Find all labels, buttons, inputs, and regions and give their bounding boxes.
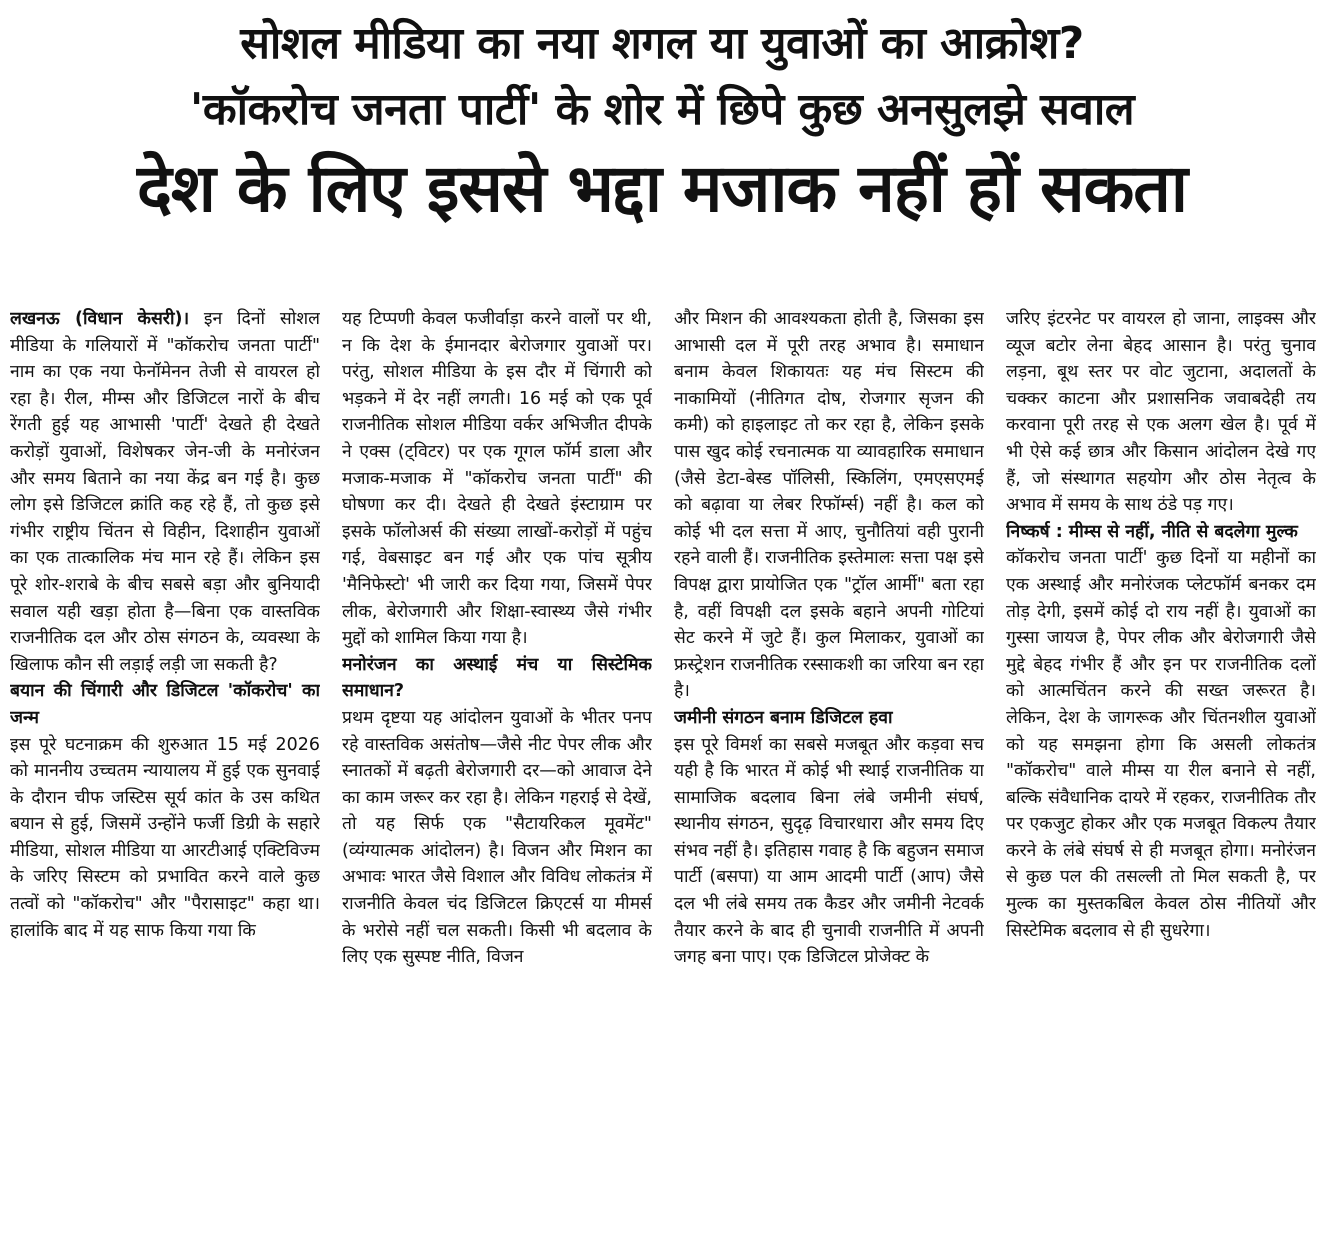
article-column-2 xyxy=(342,306,652,1242)
article-paragraph: कॉकरोच जनता पार्टी' कुछ दिनों या महीनों का एक अस्थाई और मनोरंजक प्लेटफॉर्म बनकर दम तोड़ देगी, इसमें कोई दो राय नहीं है। युवाओं का गुस्सा जायज है, पेपर लीक और बेरोजगारी जैसे मुद्दे बेहद गंभीर हैं और इन पर राजनीतिक दलों को आत्मचिंतन करने की सख्त जरूरत है। लेकिन, देश के जागरूक और चिंतनशील युवाओं को यह समझना होगा कि असली लोकतंत्र "कॉकरोच" वाले मीम्स या रील बनाने से नहीं, बल्कि संवैधानिक दायरे में रहकर, राजनीतिक तौर पर एकजुट होकर और एक मजबूत विकल्प तैयार करने के लंबे संघर्ष से ही मजबूत होगा। मनोरंजन से कुछ पल की तसल्ली तो मिल सकती है, पर मुल्क का मुस्तकबिल केवल ठोस नीतियों और सिस्टेमिक बदलाव से ही सुधरेगा। xyxy=(1006,548,1316,941)
article-paragraph: इस पूरे घटनाक्रम की शुरुआत 15 मई 2026 को माननीय उच्चतम न्यायालय में हुई एक सुनवाई के दौरान चीफ जस्टिस सूर्य कांत के उस कथित बयान से हुई, जिसमें उन्होंने फर्जी डिग्री के सहारे मीडिया, सोशल मीडिया या आरटीआई एक्टिविज्म के जरिए सिस्टम को प्रभावित करने वाले कुछ तत्वों को "कॉकरोच" और "पैरासाइट" कहा था। हालांकि बाद में यह साफ किया गया कि xyxy=(10,734,320,941)
article-column-1 xyxy=(10,306,320,1242)
dateline: लखनऊ (विधान केसरी)। xyxy=(10,309,190,329)
article-columns xyxy=(10,306,1316,1242)
article-paragraph: और मिशन की आवश्यकता होती है, जिसका इस आभासी दल में पूरी तरह अभाव है। समाधान बनाम केवल शिकायतः यह मंच सिस्टम की नाकामियों (नीतिगत दोष, रोजगार सृजन की कमी) को हाइलाइट तो कर रहा है, लेकिन इसके पास खुद कोई रचनात्मक या व्यावहारिक समाधान (जैसे डेटा-बेस्ड पॉलिसी, स्किलिंग, एमएसएमई को बढ़ावा या लेबर रिफॉर्म्स) नहीं है। कल को कोई भी दल सत्ता में आए, चुनौतियां वही पुरानी रहने वाली हैं। राजनीतिक इस्तेमालः सत्ता पक्ष इसे विपक्ष द्वारा प्रायोजित एक "ट्रॉल आर्मी" बता रहा है, वहीं विपक्षी दल इसके बहाने अपनी गोटियां सेट करने में जुटे हैं। कुल मिलाकर, युवाओं का फ्रस्ट्रेशन राजनीतिक रस्साकशी का जरिया बन रहा है। xyxy=(674,309,984,702)
article-paragraph: यह टिप्पणी केवल फजीर्वाड़ा करने वालों पर थी, न कि देश के ईमानदार बेरोजगार युवाओं पर। परंतु, सोशल मीडिया के इस दौर में चिंगारी को भड़कने में देर नहीं लगती। 16 मई को एक पूर्व राजनीतिक सोशल मीडिया वर्कर अभिजीत दीपके ने एक्स (ट्विटर) पर एक गूगल फॉर्म डाला और मजाक-मजाक में "कॉकरोच जनता पार्टी" की घोषणा कर दी। देखते ही देखते इंस्टाग्राम पर इसके फॉलोअर्स की संख्या लाखों-करोड़ों में पहुंच गई, वेबसाइट बन गई और एक पांच सूत्रीय 'मैनिफेस्टो' भी जारी कर दिया गया, जिसमें पेपर लीक, बेरोजगारी और शिक्षा-स्वास्थ्य जैसे गंभीर मुद्दों को शामिल किया गया है। xyxy=(342,309,652,649)
subheading: मनोरंजन का अस्थाई मंच या सिस्टेमिक समाधान? xyxy=(342,654,652,702)
article-paragraph: जरिए इंटरनेट पर वायरल हो जाना, लाइक्स और व्यूज बटोर लेना बेहद आसान है। परंतु चुनाव लड़ना, बूथ स्तर पर वोट जुटाना, अदालतों के चक्कर काटना और प्रशासनिक जवाबदेही तय करवाना पूरी तरह से एक अलग खेल है। पूर्व में भी ऐसे कई छात्र और किसान आंदोलन देखे गए हैं, जो संस्थागत सहयोग और ठोस नेतृत्व के अभाव में समय के साथ ठंडे पड़ गए। xyxy=(1006,309,1316,516)
headline-line-1: सोशल मीडिया का नया शगल या युवाओं का आक्रोश? xyxy=(240,18,1084,69)
subheading: जमीनी संगठन बनाम डिजिटल हवा xyxy=(674,707,893,728)
headline-block xyxy=(0,0,1324,292)
subheading: निष्कर्ष : मीम्स से नहीं, नीति से बदलेगा मुल्क xyxy=(1006,521,1298,542)
subheading: बयान की चिंगारी और डिजिटल 'कॉकरोच' का जन्म xyxy=(10,681,320,728)
article-paragraph: इस पूरे विमर्श का सबसे मजबूत और कड़वा सच यही है कि भारत में कोई भी स्थाई राजनीतिक या सामाजिक बदलाव बिना लंबे जमीनी संघर्ष, स्थानीय संगठन, सुदृढ़ विचारधारा और समय दिए संभव नहीं है। इतिहास गवाह है कि बहुजन समाज पार्टी (बसपा) या आम आदमी पार्टी (आप) जैसे दल भी लंबे समय तक कैडर और जमीनी नेटवर्क तैयार करने के बाद ही चुनावी राजनीति में अपनी जगह बना पाए। एक डिजिटल प्रोजेक्ट के xyxy=(674,734,984,968)
headline-line-2: 'कॉकरोच जनता पार्टी' के शोर में छिपे कुछ अनसुलझे सवाल xyxy=(189,84,1135,135)
paragraph-text: इन दिनों सोशल मीडिया के गलियारों में "कॉकरोच जनता पार्टी" नाम का एक नया फेनॉमेनन तेजी से वायरल हो रहा है। रील, मीम्स और डिजिटल नारों के बीच रेंगती हुई यह आभासी 'पार्टी' देखते ही देखते करोड़ों युवाओं, विशेषकर जेन-जी के मनोरंजन और समय बिताने का नया केंद्र बन गई है। कुछ लोग इसे डिजिटल क्रांति कह रहे हैं, तो कुछ इसे गंभीर राष्ट्रीय चिंतन से विहीन, दिशाहीन युवाओं का एक तात्कालिक मंच मान रहे हैं। लेकिन इस पूरे शोर-शराबे के बीच सबसे बड़ा और बुनियादी सवाल यही खड़ा होता है—बिना एक वास्तविक राजनीतिक दल और ठोस संगठन के, व्यवस्था के खिलाफ कौन सी लड़ाई लड़ी जा सकती है? xyxy=(10,309,320,675)
headline-main: देश के लिए इससे भद्दा मजाक नहीं हों सकता xyxy=(137,150,1187,227)
article-column-4 xyxy=(1006,306,1316,1242)
article-paragraph xyxy=(10,306,320,678)
article-paragraph: प्रथम दृष्टया यह आंदोलन युवाओं के भीतर पनप रहे वास्तविक असंतोष—जैसे नीट पेपर लीक और स्नातकों में बढ़ती बेरोजगारी दर—को आवाज देने का काम जरूर कर रहा है। लेकिन गहराई से देखें, तो यह सिर्फ एक "सैटायरिकल मूवमेंट" (व्यंग्यात्मक आंदोलन) है। विजन और मिशन का अभावः भारत जैसे विशाल और विविध लोकतंत्र में राजनीति केवल चंद डिजिटल क्रिएटर्स या मीमर्स के भरोसे नहीं चल सकती। किसी भी बदलाव के लिए एक सुस्पष्ट नीति, विजन xyxy=(342,707,652,968)
article-column-3 xyxy=(674,306,984,1242)
